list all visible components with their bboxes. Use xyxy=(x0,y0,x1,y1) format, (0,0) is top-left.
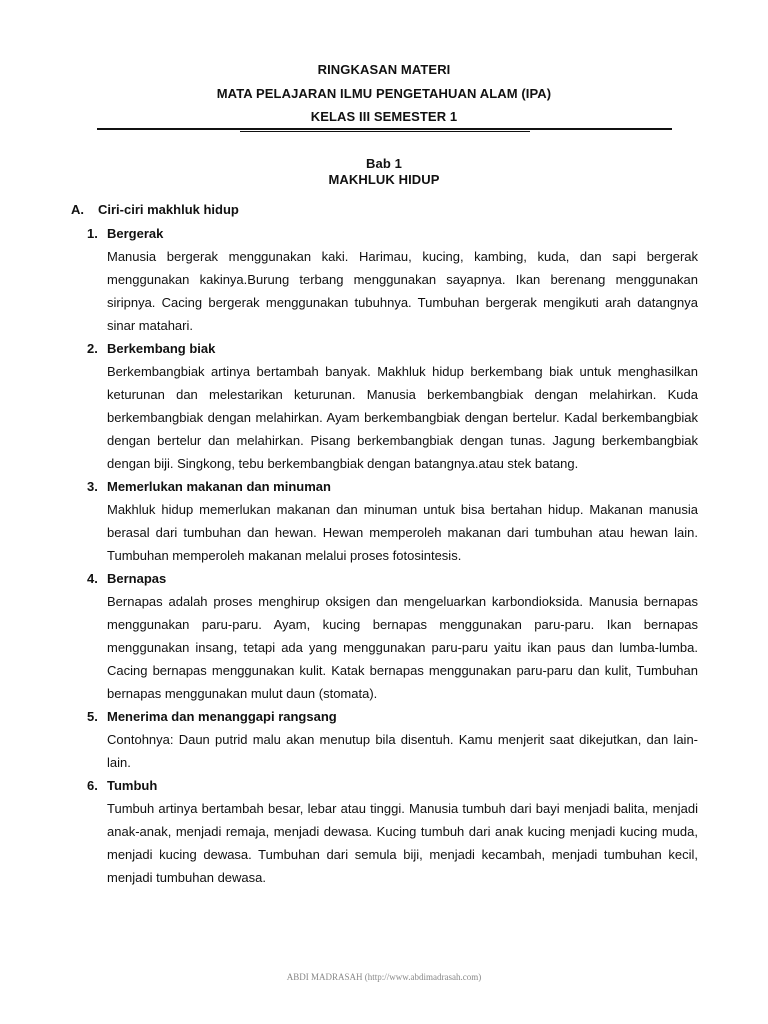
chapter-title: MAKHLUK HIDUP xyxy=(328,172,440,187)
list-item xyxy=(0,337,768,475)
item-title: Menerima dan menanggapi rangsang xyxy=(107,709,337,724)
item-number: 4. xyxy=(87,571,98,586)
item-heading xyxy=(87,705,768,728)
list-item xyxy=(0,705,768,774)
header-subject: MATA PELAJARAN ILMU PENGETAHUAN ALAM (IPA) xyxy=(216,86,552,101)
item-number: 1. xyxy=(87,226,98,241)
item-title: Bernapas xyxy=(107,571,167,586)
section-heading xyxy=(71,202,239,217)
item-body: Makhluk hidup memerlukan makanan dan minuman untuk bisa bertahan hidup. Makanan manusia berasal dari tumbuhan dan hewan. Hewan memperoleh makanan dari tumbuhan atau hewan lain. Tumbuhan memperoleh makanan melalui proses fotosintesis. xyxy=(107,502,698,563)
item-body: Bernapas adalah proses menghirup oksigen dan mengeluarkan karbondioksida. Manusia bernapas menggunakan paru-paru. Ayam, kucing bernapas menggunakan paru-paru. Ikan bernapas menggunakan insang, tetapi ada yang menggunakan paru-paru yaitu ikan paus dan lumba-lumba. Cacing bernapas menggunakan kulit. Katak bernapas menggunakan paru-paru dan kulit, Tumbuhan bernapas menggunakan mulut daun (stomata). xyxy=(107,594,698,701)
header-title: RINGKASAN MATERI xyxy=(317,62,451,77)
item-heading xyxy=(87,337,768,360)
section-title: Ciri-ciri makhluk hidup xyxy=(98,202,239,217)
item-heading xyxy=(87,774,768,797)
list-item xyxy=(0,567,768,705)
item-body: Manusia bergerak menggunakan kaki. Harimau, kucing, kambing, kuda, dan sapi bergerak menggunakan kakinya.Burung terbang menggunakan sayapnya. Ikan berenang menggunakan siripnya. Cacing bergerak menggunakan tubuhnya. Tumbuhan bergerak mengikuti arah datangnya sinar matahari. xyxy=(107,249,698,333)
item-heading xyxy=(87,567,768,590)
section-letter: A. xyxy=(71,202,84,217)
item-title: Memerlukan makanan dan minuman xyxy=(107,479,331,494)
list-item xyxy=(0,222,768,337)
item-number: 5. xyxy=(87,709,98,724)
page-footer: ABDI MADRASAH (http://www.abdimadrasah.com) xyxy=(286,972,482,982)
header-divider-thin xyxy=(240,131,530,132)
item-title: Tumbuh xyxy=(107,778,158,793)
item-number: 2. xyxy=(87,341,98,356)
item-heading xyxy=(87,222,768,245)
chapter-number: Bab 1 xyxy=(366,156,402,171)
item-title: Bergerak xyxy=(107,226,164,241)
item-heading xyxy=(87,475,768,498)
header-class: KELAS III SEMESTER 1 xyxy=(310,109,458,124)
header-divider-thick xyxy=(97,128,672,130)
item-body: Berkembangbiak artinya bertambah banyak. Makhluk hidup berkembang biak untuk menghasilkan keturunan dan melestarikan keturunan. Manusia berkembangbiak dengan melahirkan. Kuda berkembangbiak dengan melahirkan. Ayam berkembangbiak dengan bertelur. Kadal berkembangbiak dengan bertelur dan melahirkan. Pisang berkembangbiak dengan tunas. Jagung berkembangbiak dengan biji. Singkong, tebu berkembangbiak dengan batangnya.atau stek batang. xyxy=(107,364,698,471)
list-item xyxy=(0,774,768,889)
list-item xyxy=(0,475,768,567)
item-body: Contohnya: Daun putrid malu akan menutup bila disentuh. Kamu menjerit saat dikejutkan, dan lain-lain. xyxy=(107,732,698,770)
content-list xyxy=(0,222,768,889)
item-number: 6. xyxy=(87,778,98,793)
item-number: 3. xyxy=(87,479,98,494)
item-body: Tumbuh artinya bertambah besar, lebar atau tinggi. Manusia tumbuh dari bayi menjadi balita, menjadi anak-anak, menjadi remaja, menjadi dewasa. Kucing tumbuh dari anak kucing menjadi kucing muda, menjadi kucing dewasa. Tumbuhan dari semula biji, menjadi kecambah, menjadi tumbuhan kecil, menjadi tumbuhan dewasa. xyxy=(107,801,698,885)
item-title: Berkembang biak xyxy=(107,341,216,356)
